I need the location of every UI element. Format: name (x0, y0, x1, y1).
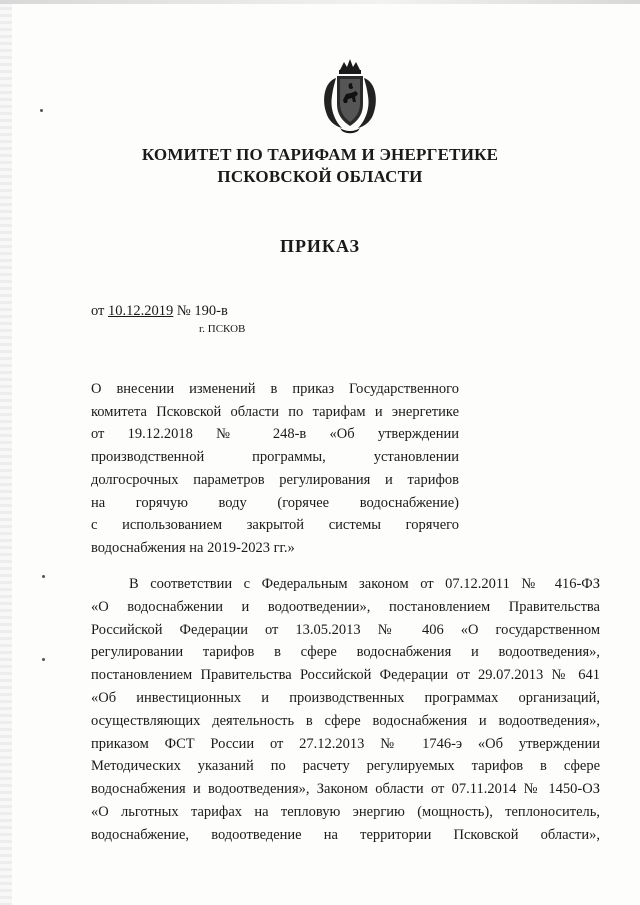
scan-dot (42, 658, 45, 661)
subject-line: долгосрочных параметров регулирования и тарифов (91, 471, 459, 488)
body-line: «О льготных тарифах на тепловую энергию (мощность), теплоноситель, (91, 803, 600, 820)
body-line: Методических указаний по расчету регулируемых тарифов в сфере (91, 758, 600, 775)
subject-line: комитета Псковской области по тарифам и энергетике (91, 403, 459, 420)
document-type: ПРИКАЗ (279, 236, 361, 256)
scan-dot (42, 575, 45, 578)
order-date: 10.12.2019 (108, 303, 174, 319)
order-city: г. ПСКОВ (199, 323, 246, 335)
order-number (91, 303, 228, 320)
subject-line: от 19.12.2018 № 248-в «Об утверждении (91, 426, 459, 443)
subject-line: О внесении изменений в приказ Государственного (91, 381, 459, 397)
order-from-label: от (91, 303, 105, 319)
organization-name (0, 144, 640, 188)
body-line: постановлением Правительства Российской Федерации от 29.07.2013 № 641 (91, 667, 600, 684)
order-body (91, 573, 600, 847)
subject-line: водоснабжения на 2019-2023 гг.» (91, 539, 295, 556)
body-line: Российской Федерации от 13.05.2013 № 406 «О государственном (91, 621, 600, 638)
body-line: «Об инвестиционных и производственных программах организаций, (91, 689, 600, 706)
body-line: осуществляющих деятельность в сфере водоснабжения и водоотведения», (91, 712, 600, 729)
organization-name-line1: КОМИТЕТ ПО ТАРИФАМ И ЭНЕРГЕТИКЕ (141, 145, 499, 164)
body-line: регулировании тарифов в сфере водоснабжения и водоотведения», (91, 644, 600, 661)
order-number-label: № (176, 303, 191, 319)
body-line: приказом ФСТ России от 27.12.2013 № 1746-э «Об утверждении (91, 735, 600, 752)
body-line: В соответствии с Федеральным законом от 07.12.2011 № 416-ФЗ (129, 576, 600, 592)
scan-edge (0, 0, 12, 905)
order-subject (91, 378, 459, 560)
scan-edge-top (0, 0, 640, 4)
subject-line: с использованием закрытой системы горячего (91, 517, 459, 534)
scan-dot (40, 109, 43, 112)
subject-line: производственной программы, установлении (91, 449, 459, 466)
pskov-region-coat-of-arms-icon (318, 56, 382, 134)
body-line: «О водоснабжении и водоотведении», постановлением Правительства (91, 598, 600, 615)
subject-line: на горячую воду (горячее водоснабжение) (91, 494, 459, 511)
body-line: водоснабжение, водоотведение на территории Псковской области», (91, 826, 600, 843)
order-number-value: 190-в (194, 303, 228, 319)
body-line: водоснабжения и водоотведения», Законом области от 07.11.2014 № 1450-ОЗ (91, 781, 600, 798)
organization-name-line2: ПСКОВСКОЙ ОБЛАСТИ (217, 167, 423, 186)
